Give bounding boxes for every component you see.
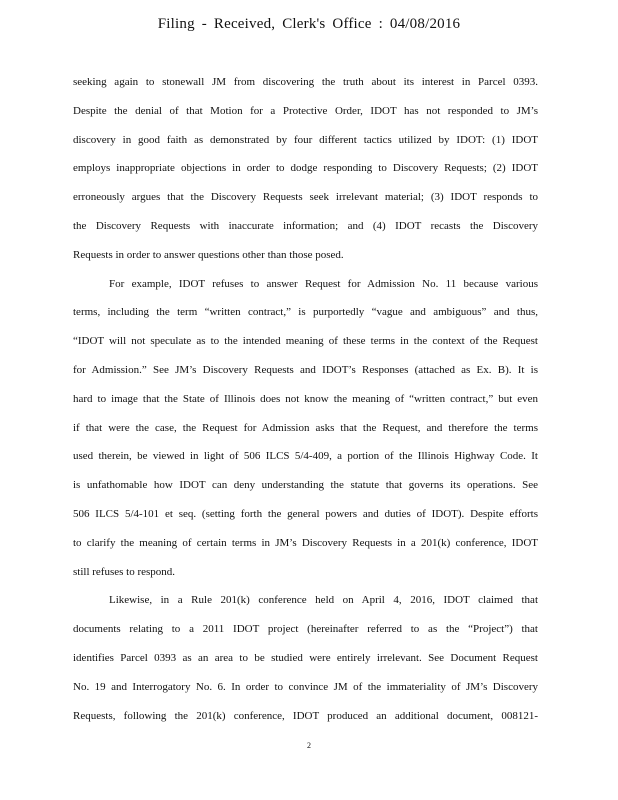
body-line: documents relating to a 2011 IDOT project (hereinafter referred to as the “Project”) that: [73, 623, 538, 636]
page-number: 2: [307, 741, 311, 750]
body-line: used therein, be viewed in light of 506 ILCS 5/4-409, a portion of the Illinois Highway Code. It: [73, 450, 538, 463]
document-body: [73, 68, 538, 730]
body-line: Requests, following the 201(k) conference, IDOT produced an additional document, 008121-: [73, 709, 538, 722]
body-line: No. 19 and Interrogatory No. 6. In order to convince JM of the immateriality of JM’s Discovery: [73, 680, 538, 693]
body-line: terms, including the term “written contract,” is purportedly “vague and ambiguous” and thus,: [73, 306, 538, 319]
body-line: employs inappropriate objections in order to dodge responding to Discovery Requests; (2) IDOT: [73, 162, 538, 175]
filing-stamp-header: Filing - Received, Clerk's Office : 04/08/2016: [157, 16, 461, 32]
body-line: to clarify the meaning of certain terms in JM’s Discovery Requests in a 201(k) conference, IDOT: [73, 536, 538, 549]
body-line: is unfathomable how IDOT can deny understanding the statute that governs its operations. See: [73, 479, 538, 492]
body-line: Likewise, in a Rule 201(k) conference held on April 4, 2016, IDOT claimed that: [109, 594, 538, 607]
body-line: Despite the denial of that Motion for a Protective Order, IDOT has not responded to JM’s: [73, 104, 538, 117]
body-line: hard to image that the State of Illinois does not know the meaning of “written contract,” but even: [73, 392, 538, 405]
body-line: For example, IDOT refuses to answer Request for Admission No. 11 because various: [109, 277, 538, 290]
body-line: “IDOT will not speculate as to the intended meaning of these terms in the context of the Request: [73, 335, 538, 348]
body-line: Requests in order to answer questions other than those posed.: [73, 248, 344, 261]
body-line: identifies Parcel 0393 as an area to be studied were entirely irrelevant. See Document Request: [73, 651, 538, 664]
body-line: the Discovery Requests with inaccurate information; and (4) IDOT recasts the Discovery: [73, 219, 538, 232]
body-line: if that were the case, the Request for Admission asks that the Request, and therefore the terms: [73, 421, 538, 434]
body-line: seeking again to stonewall JM from discovering the truth about its interest in Parcel 0393.: [73, 76, 538, 88]
body-line: still refuses to respond.: [73, 565, 176, 578]
body-line: for Admission.” See JM’s Discovery Requests and IDOT’s Responses (attached as Ex. B). It is: [73, 363, 538, 376]
body-line: 506 ILCS 5/4-101 et seq. (setting forth the general powers and duties of IDOT). Despite efforts: [73, 507, 538, 520]
body-line: erroneously argues that the Discovery Requests seek irrelevant material; (3) IDOT responds to: [73, 191, 538, 204]
body-line: discovery in good faith as demonstrated by four different tactics utilized by IDOT: (1) IDOT: [73, 133, 538, 146]
